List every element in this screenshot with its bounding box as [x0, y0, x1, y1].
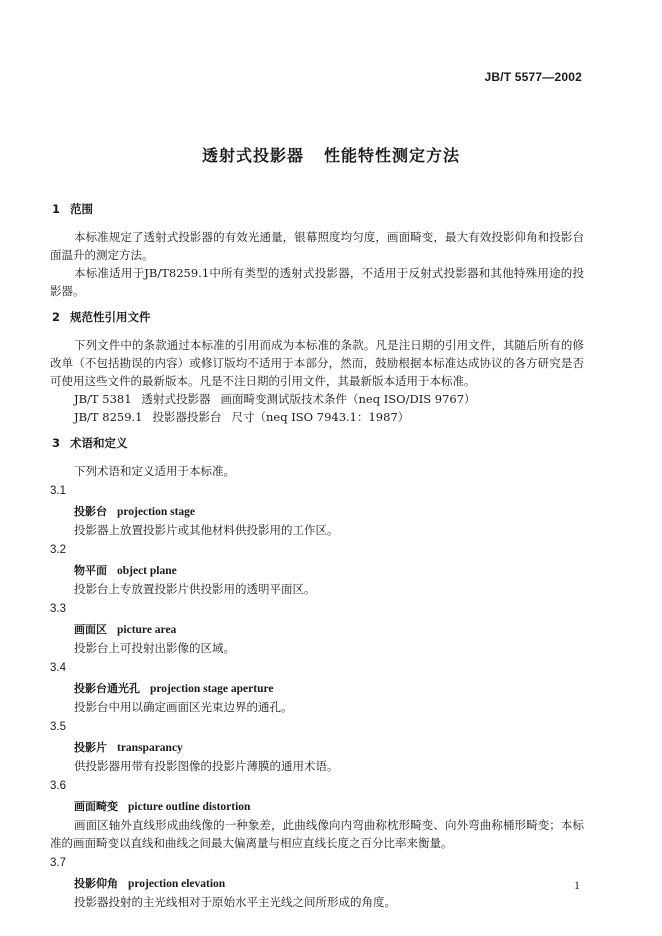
term-name: 画面畸变 picture outline distortion [74, 800, 251, 813]
term-3-4 [50, 659, 584, 716]
document-title [0, 143, 662, 166]
term-definition: 供投影器用带有投影图像的投影片薄膜的通用术语。 [74, 759, 339, 773]
clause-number: 3.7 [50, 857, 66, 869]
section-3-heading: 3 术语和定义 [52, 436, 128, 450]
standard-number: JB/T 5577—2002 [484, 70, 582, 84]
clause-number: 3.3 [50, 603, 66, 615]
term-3-3 [50, 600, 584, 657]
term-definition: 投影器投射的主光线相对于原始水平主光线之间所形成的角度。 [74, 895, 396, 909]
term-definition: 投影台上专放置投影片供投影用的透明平面区。 [74, 582, 316, 596]
term-name: 投影台 projection stage [74, 505, 196, 518]
term-name: 投影仰角 projection elevation [74, 877, 226, 890]
term-3-5 [50, 718, 584, 775]
term-definition: 投影器上放置投影片或其他材料供投影用的工作区。 [74, 523, 339, 537]
clause-number: 3.4 [50, 662, 66, 674]
term-3-7 [50, 854, 584, 911]
reference-item: JB/T 8259.1 投影器投影台 尺寸（neq ISO 7943.1：1987） [74, 410, 410, 424]
title-part-2: 性能特性测定方法 [324, 146, 461, 165]
reference-item: JB/T 5381 透射式投影器 画面畸变测试版技术条件（neq ISO/DIS 9767） [74, 392, 476, 406]
term-name: 投影台通光孔 projection stage aperture [74, 682, 274, 695]
section-1-heading: 1 范围 [52, 202, 93, 216]
term-3-6 [50, 777, 584, 852]
section-2-paragraph: 下列文件中的条款通过本标准的引用而成为本标准的条款。凡是注日期的引用文件，其随后所有的修改单（不包括勘误的内容）或修订版均不适用于本部分，然而，鼓励根据本标准达成协议的各方研究是否可使用这些文件的最新版本。凡是不注日期的引用文件，其最新版本适用于本标准。 [50, 338, 584, 388]
section-2-heading: 2 规范性引用文件 [52, 310, 151, 324]
clause-number: 3.1 [50, 485, 66, 497]
document-body [50, 192, 584, 911]
term-name: 物平面 object plane [74, 564, 177, 577]
section-3-intro: 下列术语和定义适用于本标准。 [74, 464, 235, 478]
term-definition: 投影台上可投射出影像的区域。 [74, 641, 235, 655]
term-3-1 [50, 482, 584, 539]
term-name: 画面区 picture area [74, 623, 177, 636]
clause-number: 3.6 [50, 780, 66, 792]
clause-number: 3.5 [50, 721, 66, 733]
term-definition: 画面区轴外直线形成曲线像的一种象差，此曲线像向内弯曲称枕形畸变、向外弯曲称桶形畸变；本标准的画面畸变以直线和曲线之间最大偏离量与相应直线长度之百分比率来衡量。 [50, 818, 584, 850]
term-definition: 投影台中用以确定画面区光束边界的通孔。 [74, 700, 293, 714]
section-1-paragraph-2: 本标准适用于JB/T8259.1中所有类型的透射式投影器，不适用于反射式投影器和其他特殊用途的投影器。 [50, 266, 584, 298]
term-3-2 [50, 541, 584, 598]
title-part-1: 透射式投影器 [201, 146, 304, 165]
term-name: 投影片 transparancy [74, 741, 183, 754]
clause-number: 3.2 [50, 544, 66, 556]
page-number: 1 [574, 878, 580, 892]
section-1-paragraph-1: 本标准规定了透射式投影器的有效光通量，银幕照度均匀度，画面畸变，最大有效投影仰角和投影台面温升的测定方法。 [50, 230, 584, 262]
